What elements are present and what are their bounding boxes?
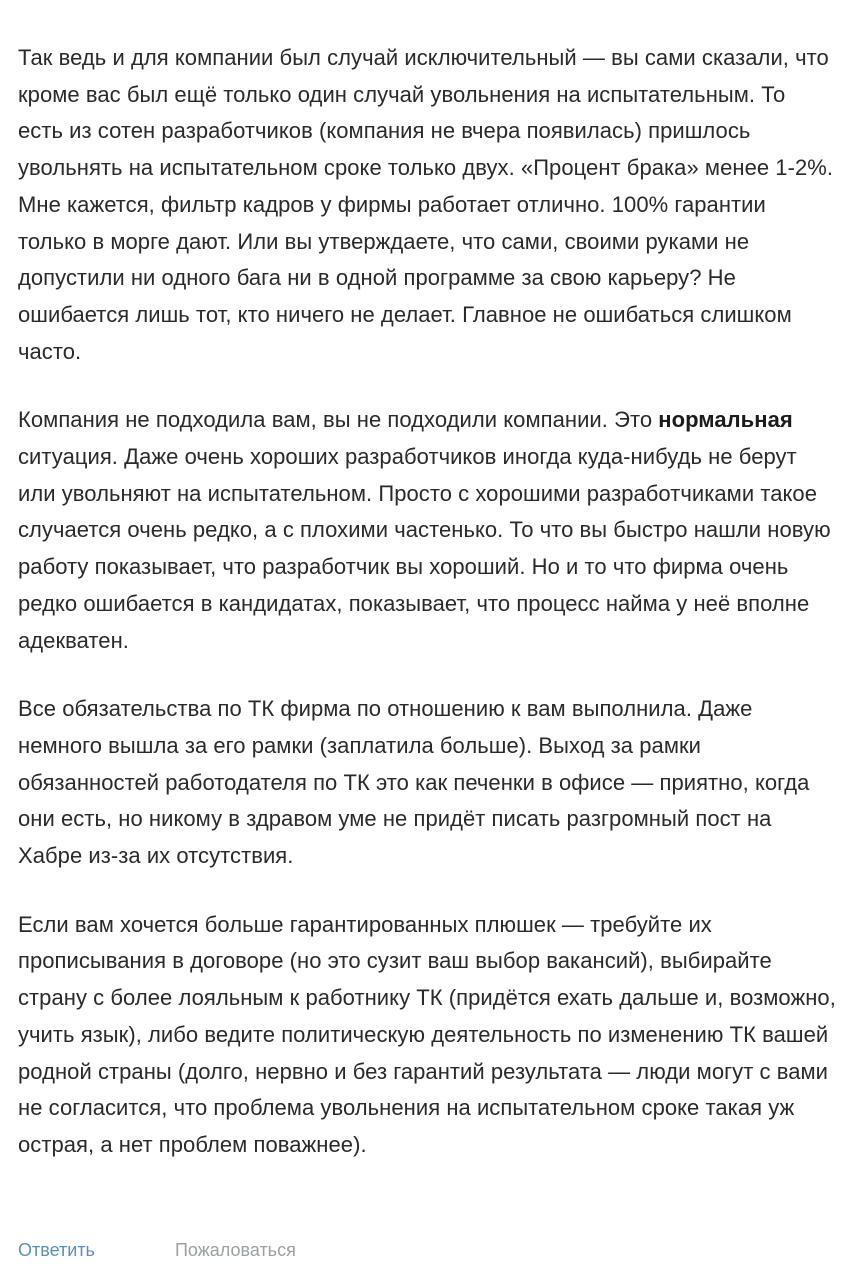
comment-paragraph-1: Так ведь и для компании был случай исключительный — вы сами сказали, что кроме вас был ещё только один случай увольнения на испытательным. То есть из сотен разработчиков (компания не вчера появилась) пришлось увольнять на испытательном сроке только двух. «Процент брака» менее 1-2%. Мне кажется, фильтр кадров у фирмы работает отлично. 100% гарантии только в морге дают. Или вы утверждаете, что сами, своими руками не допустили ни одного бага ни в одной программе за свою карьеру? Не ошибается лишь тот, кто ничего не делает. Главное не ошибаться слишком часто.: [18, 45, 834, 364]
comment-paragraph-3: Все обязательства по ТК фирма по отношению к вам выполнила. Даже немного вышла за его рамки (заплатила больше). Выход за рамки обязанностей работодателя по ТК это как печенки в офисе — приятно, когда они есть, но никому в здравом уме не придёт писать разгромный пост на Хабре из-за их отсутствия.: [18, 696, 810, 869]
paragraph-text-before: Компания не подходила вам, вы не подходили компании. Это: [18, 407, 659, 433]
report-link[interactable]: Пожаловаться: [174, 1240, 296, 1260]
comment-body: [18, 40, 836, 1164]
bold-emphasis: нормальная: [658, 407, 793, 433]
comment-paragraph-4: Если вам хочется больше гарантированных плюшек — требуйте их прописывания в договоре (но это сузит ваш выбор вакансий), выбирайте страну с более лояльным к работнику ТК (придётся ехать дальше и, возможно, учить язык), либо ведите политическую деятельность по изменению ТК вашей родной страны (долго, нервно и без гарантий результата — люди могут с вами не согласится, что проблема увольнения на испытательном сроке такая уж острая, а нет проблем поважнее).: [18, 911, 836, 1157]
comment: [18, 40, 836, 1164]
comment-paragraph-2: [18, 402, 836, 659]
comment-footer: [18, 1238, 296, 1262]
reply-link[interactable]: Ответить: [18, 1240, 95, 1260]
paragraph-text-after: ситуация. Даже очень хороших разработчиков иногда куда-нибудь не берут или увольняют на испытательном. Просто с хорошими разработчиками такое случается очень редко, а с плохими частенько. То что вы быстро нашли новую работу показывает, что разработчик вы хороший. Но и то что фирма очень редко ошибается в кандидатах, показывает, что процесс найма у неё вполне адекватен.: [18, 444, 831, 653]
